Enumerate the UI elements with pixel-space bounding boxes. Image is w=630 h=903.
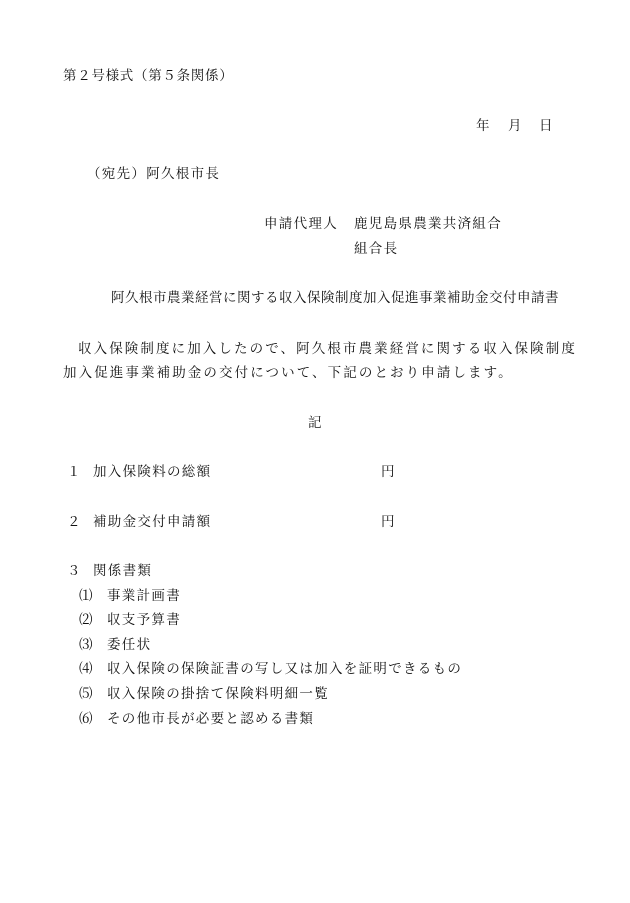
applicant-title: 組合長 <box>354 241 399 257</box>
date-day: 日 <box>539 118 553 134</box>
item-3-number: ３ <box>67 563 81 579</box>
attachment-2-number: ⑵ <box>79 612 93 628</box>
item-2-number: ２ <box>67 514 81 530</box>
item-1-number: １ <box>67 464 81 480</box>
attachment-6-number: ⑹ <box>79 711 93 727</box>
applicant-label: 申請代理人 <box>264 216 338 232</box>
item-3-label: 関係書類 <box>93 563 153 579</box>
attachment-3-text: 委任状 <box>107 637 152 653</box>
ki-heading: 記 <box>308 415 322 431</box>
date-month: 月 <box>508 118 522 134</box>
item-1-label: 加入保険料の総額 <box>93 464 212 480</box>
item-1-unit: 円 <box>381 464 395 480</box>
attachment-5-text: 収入保険の掛捨て保険料明細一覧 <box>107 686 329 702</box>
document-title: 阿久根市農業経営に関する収入保険制度加入促進事業補助金交付申請書 <box>111 290 559 306</box>
date-year: 年 <box>476 118 490 134</box>
body-line-2: 加入促進事業補助金の交付について、下記のとおり申請します。 <box>63 365 514 381</box>
attachment-2-text: 収支予算書 <box>107 612 181 628</box>
attachment-1-text: 事業計画書 <box>107 588 181 604</box>
body-line-1: 収入保険制度に加入したので、阿久根市農業経営に関する収入保険制度 <box>78 341 577 357</box>
attachment-4-text: 収入保険の保険証書の写し又は加入を証明できるもの <box>107 661 463 677</box>
form-number: 第２号様式（第５条関係） <box>63 68 234 84</box>
attachment-3-number: ⑶ <box>79 637 93 653</box>
item-2-label: 補助金交付申請額 <box>93 514 212 530</box>
attachment-1-number: ⑴ <box>79 588 93 604</box>
attachment-6-text: その他市長が必要と認める書類 <box>107 711 315 727</box>
attachment-4-number: ⑷ <box>79 661 93 677</box>
addressee: （宛先）阿久根市長 <box>87 166 221 182</box>
applicant-organization: 鹿児島県農業共済組合 <box>354 216 502 232</box>
item-2-unit: 円 <box>381 514 395 530</box>
attachment-5-number: ⑸ <box>79 686 93 702</box>
